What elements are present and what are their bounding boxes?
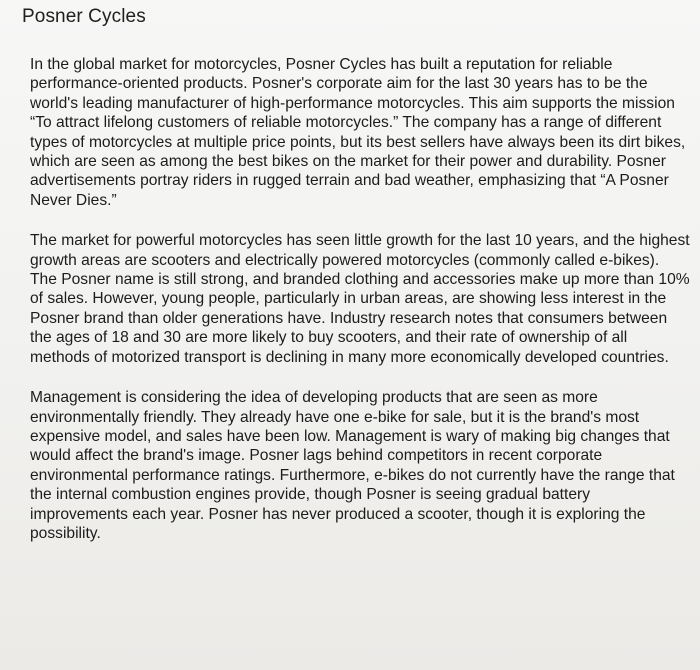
document-body <box>30 55 690 543</box>
paragraph-market-growth: The market for powerful motorcycles has seen little growth for the last 10 years, and the highest growth areas are scooters and electrically powered motorcycles (commonly called e-bikes). <box>30 232 690 269</box>
paragraph-management-considerations: Management is considering the idea of developing products that are seen as more environmentally friendly. They already have one e-bike for sale, but it is the brand's most expensive model, and sales have been low. Management is wary of making big changes that would affect the brand's image. Posner lags behind competitors in recent corporate environmental performance ratings. Furthermore, e-bikes do not currently have the range that the internal combustion engines provide, though Posner is seeing gradual battery improvements each year. Posner has never produced a scooter, though it is exploring the possibility. <box>30 389 675 542</box>
paragraph-brand-strength: The Posner name is still strong, and branded clothing and accessories make up more than 10% of sales. However, young people, particularly in urban areas, are showing less interest in the Posner brand than older generations have. Industry research notes that consumers between the ages of 18 and 30 are more likely to buy scooters, and their rate of ownership of all methods of motorized transport is declining in many more economically developed countries. <box>30 271 690 366</box>
paragraph-company-overview: In the global market for motorcycles, Posner Cycles has built a reputation for reliable performance-oriented products. Posner's corporate aim for the last 30 years has to be the world's leading manufacturer of high-performance motorcycles. This aim supports the mission “To attract lifelong customers of reliable motorcycles.” The company has a range of different types of motorcycles at multiple price points, but its best sellers have always been its dirt bikes, which are seen as among the best bikes on the market for their power and durability. Posner advertisements portray riders in rugged terrain and bad weather, emphasizing that “A Posner Never Dies.” <box>30 56 686 209</box>
document-title: Posner Cycles <box>22 6 146 27</box>
